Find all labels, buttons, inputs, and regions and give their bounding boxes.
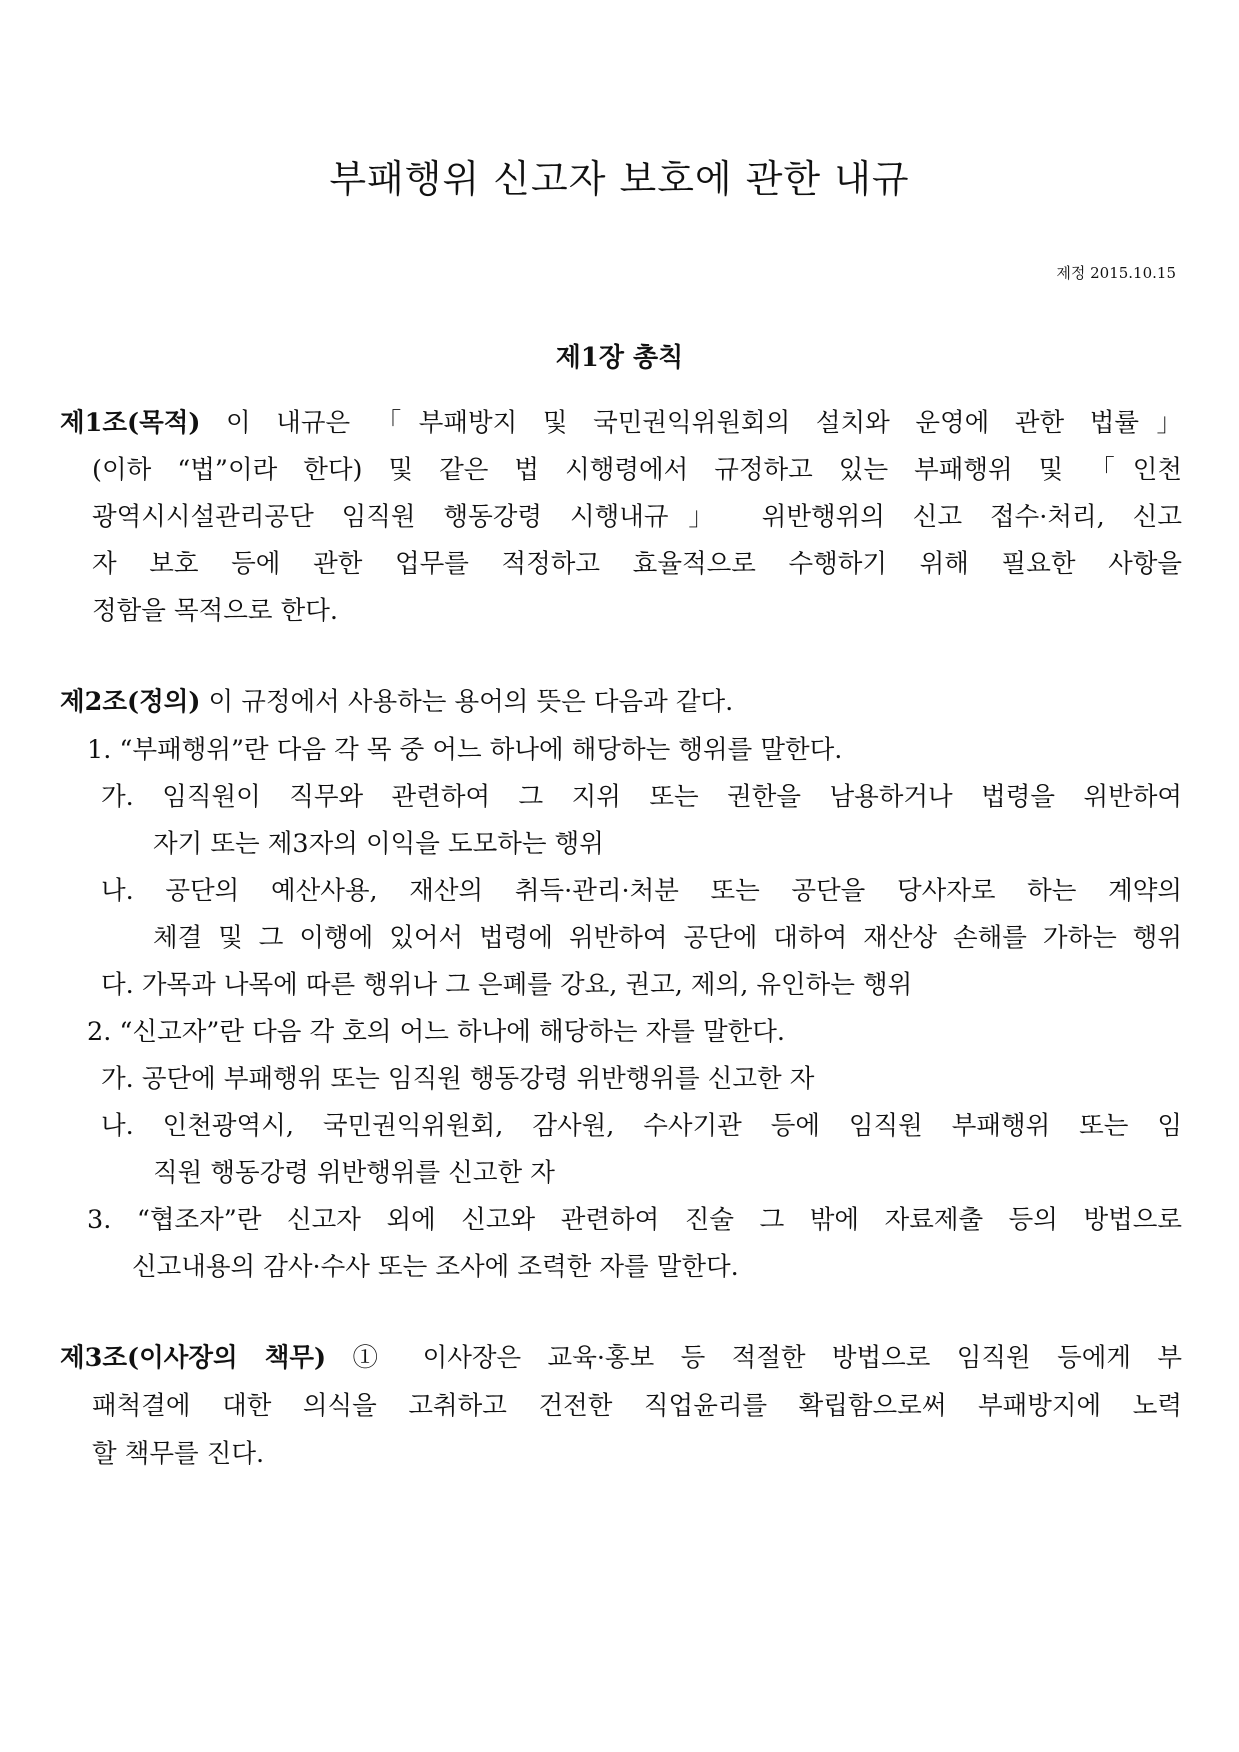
article-2-line-1 [60, 676, 1182, 728]
article-2-heading: 제2조(정의) [60, 687, 201, 717]
article-1-line-4: 자 보호 등에 관한 업무를 적정하고 효율적으로 수행하기 위해 필요한 사항을 [92, 549, 1182, 579]
article-1-line-3: 광역시시설관리공단 임직원 행동강령 시행내규」 위반행위의 신고 접수·처리, 신고 [92, 502, 1182, 532]
article-3-line-1 [60, 1332, 1182, 1384]
enactment-date: 제정 2015.10.15 [1056, 264, 1176, 282]
document-title: 부패행위 신고자 보호에 관한 내규 [329, 157, 910, 201]
article-2-intro: 이 규정에서 사용하는 용어의 뜻은 다음과 같다. [208, 687, 734, 717]
article-1-heading: 제1조(목적) [60, 408, 201, 438]
definition-item-2-ga: 가. 공단에 부패행위 또는 임직원 행동강령 위반행위를 신고한 자 [101, 1064, 815, 1094]
definition-item-1-ga-cont: 자기 또는 제3자의 이익을 도모하는 행위 [153, 829, 604, 859]
article-1-line-1 [60, 397, 1182, 449]
definition-item-1-da: 다. 가목과 나목에 따른 행위나 그 은폐를 강요, 권고, 제의, 유인하는 행위 [101, 970, 913, 1000]
definition-item-2: 2. “신고자”란 다음 각 호의 어느 하나에 해당하는 자를 말한다. [87, 1017, 786, 1047]
definition-item-2-na-cont: 직원 행동강령 위반행위를 신고한 자 [153, 1158, 555, 1188]
definition-item-2-na: 나. 인천광역시, 국민권익위원회, 감사원, 수사기관 등에 임직원 부패행위 또는 임 [101, 1111, 1182, 1141]
definition-item-1-na-cont: 체결 및 그 이행에 있어서 법령에 위반하여 공단에 대하여 재산상 손해를 가하는 행위 [153, 923, 1182, 953]
article-1-line-2: (이하 “법”이라 한다) 및 같은 법 시행령에서 규정하고 있는 부패행위 및 「인천 [92, 455, 1182, 485]
definition-item-1: 1. “부패행위”란 다음 각 목 중 어느 하나에 해당하는 행위를 말한다. [87, 735, 843, 765]
definition-item-3-cont: 신고내용의 감사·수사 또는 조사에 조력한 자를 말한다. [132, 1252, 739, 1282]
article-3-text: ① 이사장은 교육·홍보 등 적절한 방법으로 임직원 등에게 부 [352, 1343, 1182, 1373]
chapter-heading: 제1장 총칙 [555, 343, 684, 373]
article-1-text: 이 내규은 「부패방지 및 국민권익위원회의 설치와 운영에 관한 법률」 [226, 408, 1182, 438]
definition-item-1-na: 나. 공단의 예산사용, 재산의 취득·관리·처분 또는 공단을 당사자로 하는 계약의 [101, 876, 1182, 906]
article-3-heading: 제3조(이사장의 책무) [60, 1343, 327, 1373]
definition-item-3: 3. “협조자”란 신고자 외에 신고와 관련하여 진술 그 밖에 자료제출 등의 방법으로 [87, 1205, 1182, 1235]
definition-item-1-ga: 가. 임직원이 직무와 관련하여 그 지위 또는 권한을 남용하거나 법령을 위반하여 [101, 782, 1182, 812]
article-3-line-2: 패척결에 대한 의식을 고취하고 건전한 직업윤리를 확립함으로써 부패방지에 노력 [92, 1391, 1182, 1421]
article-1-line-5: 정함을 목적으로 한다. [92, 596, 339, 626]
article-3-line-3: 할 책무를 진다. [92, 1439, 265, 1469]
